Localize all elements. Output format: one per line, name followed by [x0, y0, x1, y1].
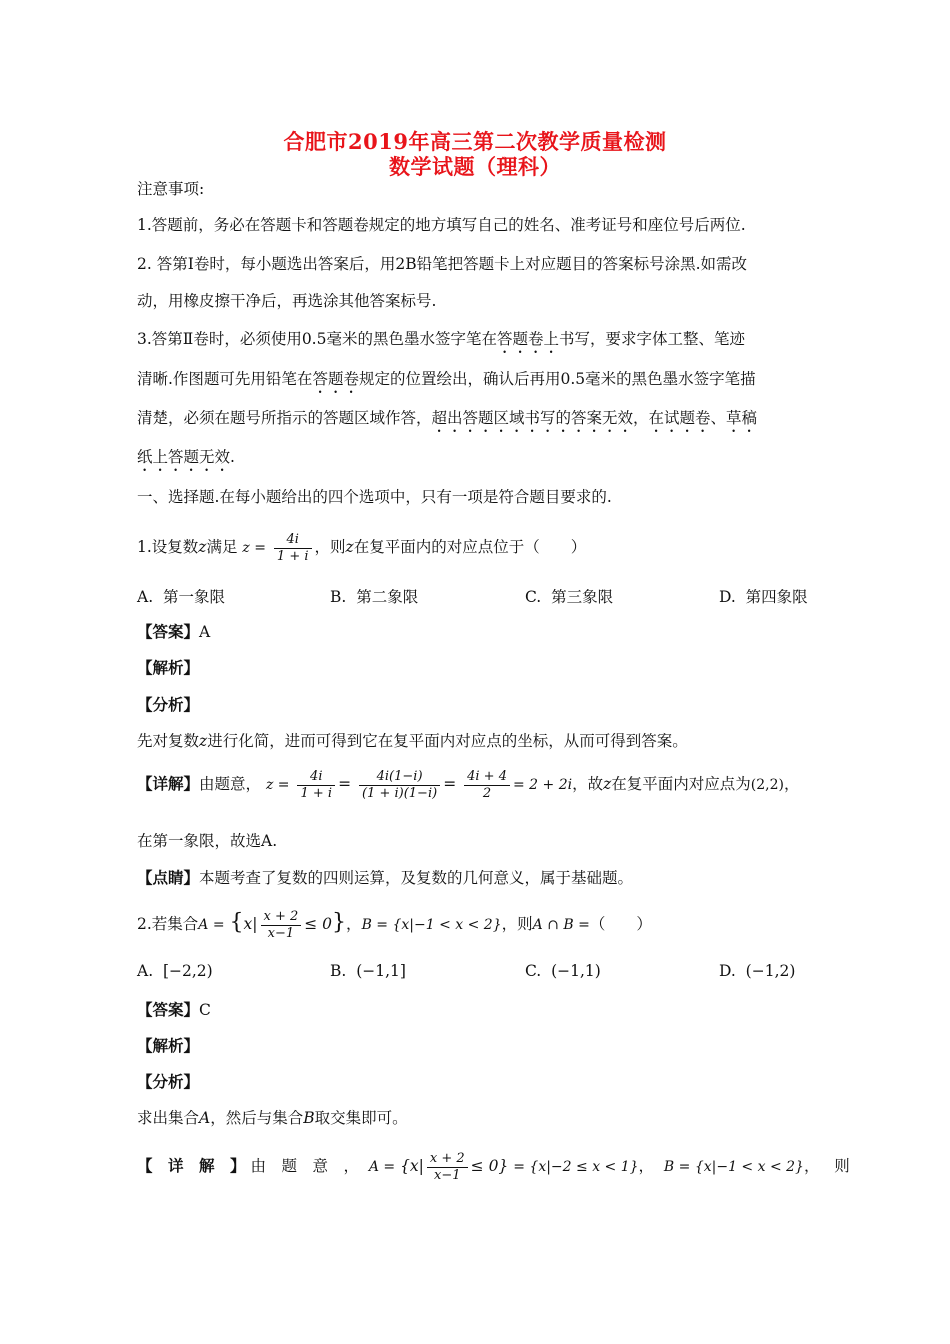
q1-answer	[137, 621, 210, 643]
q1-text: 进行化简，进而可得到它在复平面内对应点的坐标，从而可得到答案。	[207, 732, 688, 750]
option-text: 第二象限	[356, 588, 419, 606]
option-text: (−1,1]	[356, 962, 406, 980]
q2-intersection: A ∩ B =	[532, 917, 590, 933]
option-label: C.	[525, 962, 542, 980]
comment-tag: 【点睛】	[137, 868, 200, 887]
left-brace: {	[229, 910, 244, 935]
emphasized-text: 答题卷	[312, 370, 359, 388]
q2-text: 由 题 意 ，	[250, 1157, 359, 1175]
fraction-denominator: 1 + i	[300, 785, 333, 801]
fraction-denominator: 1 + i	[276, 548, 309, 564]
set-a-symbol: A	[199, 1109, 211, 1127]
set-b-symbol: B	[303, 1109, 315, 1127]
option-label: C.	[525, 588, 542, 606]
set-condition: ≤ 0}	[470, 1157, 509, 1175]
q1-var: z	[345, 538, 354, 556]
question-2-stem: 2.若集合A = {x| $\frac{x + 2}{x-1}$ ≤ 0}，B = {x|−1 < x < 2}，则A ∩ B =（ ）	[137, 908, 652, 941]
question-1-stem	[137, 531, 586, 565]
notice-item-3a	[137, 328, 745, 357]
set-var-x: x|	[243, 915, 258, 933]
q2-text: 2.若集合	[137, 915, 199, 933]
detail-fraction-1	[297, 769, 335, 802]
q1-fenxi-tag: 【分析】	[137, 695, 200, 714]
q1-var: z	[199, 732, 208, 750]
emphasized-text: ，	[633, 409, 649, 427]
q1-fraction	[274, 532, 312, 565]
notice-text: 清楚，必须在题号所指示的答题区域作答，	[137, 409, 432, 427]
option-label: D.	[719, 588, 736, 606]
answer-tag: 【答案】	[137, 622, 200, 641]
q1-fenxi-text	[137, 730, 688, 752]
q2-text: ，然后与集合	[210, 1109, 304, 1127]
document-title: 合肥市2019年高三第二次教学质量检测	[283, 129, 667, 154]
right-brace: }	[332, 910, 347, 935]
q1-detail: 【详解】由题意， z = $\frac{4i}{1 + i}$ = $\frac{4i(1-i)}{(1 + i)(1-i)}$ = $\frac{4i + 4}{2}$ = 2 + 2i，故z在复平面内对应点为(2,2)，	[137, 768, 800, 801]
detail-tag: 【详解】	[137, 774, 200, 793]
detail-fraction-3	[464, 769, 510, 802]
q1-text: 满足	[206, 538, 238, 556]
q2-option-b	[330, 962, 406, 980]
set-var-x: {x|	[400, 1157, 424, 1175]
q2-analysis-tag: 【解析】	[137, 1036, 200, 1055]
q1-text: 由题意，	[199, 775, 262, 793]
q2-option-d	[719, 962, 795, 980]
q1-var: z	[198, 538, 207, 556]
detail-tag: 【 详 解 】	[137, 1156, 246, 1175]
q2-set-b: B = {x|−1 < x < 2}	[361, 917, 502, 933]
document-subtitle: 数学试题（理科）	[389, 154, 561, 179]
fraction-numerator: 4i + 4	[464, 769, 510, 786]
option-label: A.	[137, 962, 154, 980]
option-label: D.	[719, 962, 736, 980]
notice-heading: 注意事项:	[137, 180, 205, 198]
notice-item-2a: 2. 答第Ⅰ卷时，每小题选出答案后，用2B铅笔把答题卡上对应题目的答案标号涂黑.如需改	[137, 255, 748, 273]
notice-text: 规定的位置绘出，确认后再用0.5毫米的黑色墨水签字笔描	[358, 370, 756, 388]
fraction-numerator: 4i	[274, 532, 312, 549]
notice-item-3c	[137, 407, 757, 436]
q1-text: ，故	[572, 775, 604, 793]
notice-item-1: 1.答题前，务必在答题卡和答题卷规定的地方填写自己的姓名、准考证号和座位号后两位.	[137, 216, 746, 234]
q2-option-c	[525, 962, 601, 980]
option-text: 第四象限	[745, 588, 808, 606]
detail-fraction-2	[359, 769, 440, 802]
q2-set-a-lhs: A =	[198, 917, 225, 933]
q2-set-a-lhs: A =	[368, 1159, 396, 1175]
option-label: A.	[137, 588, 154, 606]
q2-fenxi-text	[137, 1107, 408, 1129]
q2-fenxi-tag: 【分析】	[137, 1072, 200, 1091]
emphasized-text: 答题卷上	[496, 330, 559, 348]
notice-item-3d	[137, 446, 235, 475]
fraction-denominator: x−1	[267, 925, 295, 941]
notice-text: 清晰.作图题可先用铅笔在	[137, 370, 313, 388]
fraction-numerator: 4i(1−i)	[359, 769, 440, 786]
q1-var: z	[603, 775, 612, 793]
q1-comment	[137, 867, 633, 889]
notice-text: 书写，要求字体工整、笔迹	[559, 330, 746, 348]
fraction-numerator: 4i	[297, 769, 335, 786]
q1-text: 在复平面内对应点为	[611, 775, 751, 793]
option-text: 第一象限	[162, 588, 225, 606]
option-text: [−2,2)	[162, 962, 213, 980]
q1-text: 在复平面内的对应点位于（ ）	[353, 538, 587, 556]
answer-value: C	[199, 1001, 211, 1019]
option-text: 第三象限	[551, 588, 614, 606]
q1-option-b	[330, 585, 418, 607]
q2-answer	[137, 999, 211, 1021]
q1-eq-lhs: z =	[265, 777, 290, 793]
detail-point: (2,2)	[750, 777, 784, 793]
fraction-numerator: x + 2	[427, 1151, 468, 1168]
q2-text: 取交集即可。	[314, 1109, 408, 1127]
q2-text: 求出集合	[137, 1109, 200, 1127]
q2-detail-fraction	[427, 1151, 468, 1184]
notice-text: 3.答第Ⅱ卷时，必须使用0.5毫米的黑色墨水签字笔在	[137, 330, 497, 348]
q1-option-d	[719, 585, 808, 607]
q1-eq-lhs: z =	[242, 540, 266, 556]
q1-detail-cont: 在第一象限，故选A.	[137, 832, 278, 850]
detail-result: = 2 + 2i	[512, 777, 573, 793]
fraction-denominator: 2	[482, 785, 492, 801]
q1-analysis-tag: 【解析】	[137, 658, 200, 677]
fraction-denominator: x−1	[434, 1167, 461, 1183]
option-label: B.	[330, 588, 347, 606]
comment-text: 本题考查了复数的四则运算，及复数的几何意义，属于基础题。	[199, 869, 634, 887]
q1-text: 先对复数	[137, 732, 200, 750]
fraction-numerator: x + 2	[261, 909, 302, 926]
fraction-denominator: (1 + i)(1−i)	[361, 785, 438, 801]
q2-detail: 【 详 解 】 由 题 意 ， A = {x| $\frac{x + 2}{x-1}$ ≤ 0} = {x|−2 ≤ x < 1}， B = {x|−1 < x < 2}， 则	[137, 1150, 850, 1183]
q1-text: ，则	[314, 538, 346, 556]
option-label: B.	[330, 962, 347, 980]
notice-text: .	[230, 448, 235, 466]
q2-set-fraction	[261, 909, 302, 942]
q2-option-a	[137, 962, 213, 980]
emphasized-text: 在试题卷、草稿	[648, 409, 758, 427]
option-text: (−1,1)	[551, 962, 601, 980]
q1-text: 1.设复数	[137, 538, 199, 556]
q2-text: 则	[834, 1157, 850, 1175]
emphasized-text: 超出答题区域书写的答案无效	[431, 409, 634, 427]
detail-set-b: B = {x|−1 < x < 2}	[663, 1159, 804, 1175]
section-heading: 一、选择题.在每小题给出的四个选项中，只有一项是符合题目要求的.	[137, 488, 612, 506]
q1-option-c	[525, 585, 613, 607]
option-text: (−1,2)	[745, 962, 796, 980]
notice-item-2b: 动，用橡皮擦干净后，再选涂其他答案标号.	[137, 292, 437, 310]
q2-text: （ ）	[589, 915, 652, 933]
detail-set-a: = {x|−2 ≤ x < 1}	[513, 1159, 639, 1175]
q2-text: ，则	[501, 915, 533, 933]
set-condition: ≤ 0	[304, 915, 333, 933]
emphasized-text: 纸上答题无效	[137, 448, 231, 466]
q1-option-a	[137, 585, 225, 607]
notice-item-3b	[137, 368, 756, 397]
answer-value: A	[199, 623, 211, 641]
answer-tag: 【答案】	[137, 1000, 200, 1019]
